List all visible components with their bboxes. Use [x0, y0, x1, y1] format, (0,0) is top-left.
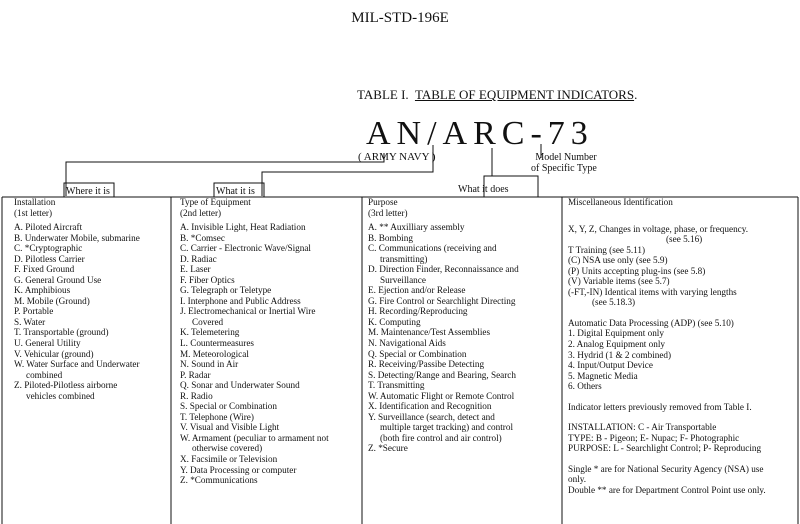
list-item: 2. Analog Equipment only	[568, 338, 665, 349]
miscellaneous-column	[568, 197, 796, 496]
list-item: A. ** Auxilliary assembly	[368, 222, 465, 232]
list-item: J. Electromechanical or Inertial Wire	[180, 306, 316, 317]
list-item: W. Automatic Flight or Remote Control	[368, 390, 515, 401]
footnote: only.	[568, 474, 587, 485]
removed-header: Indicator letters previously removed from Table I.	[568, 401, 752, 412]
list-item: T Training (see 5.11)	[568, 244, 646, 255]
list-item: (V) Variable items (see 5.7)	[568, 276, 670, 287]
column-header: Type of Equipment	[180, 197, 251, 207]
list-item-continuation: Covered	[192, 316, 224, 327]
list-item: S. Special or Combination	[180, 401, 277, 412]
list-item: L. Countermeasures	[180, 338, 254, 349]
list-item: D. Pilotless Carrier	[14, 253, 85, 264]
list-item-continuation: otherwise covered)	[192, 443, 263, 454]
list-item-continuation: (both fire control and air control)	[380, 432, 502, 443]
list-item: T. Transmitting	[368, 380, 425, 391]
list-item: S. Detecting/Range and Bearing, Search	[368, 369, 516, 380]
list-item: K. Amphibious	[14, 285, 71, 296]
purpose-list	[368, 222, 560, 454]
column-subheader: (2nd letter)	[180, 207, 222, 218]
list-item: B. Underwater Mobile, submarine	[14, 232, 140, 243]
list-item: X. Identification and Recognition	[368, 401, 492, 412]
list-item: 3. Hydrid (1 & 2 combined)	[568, 349, 672, 360]
list-item: (-FT,-IN) Identical items with varying lengths	[568, 286, 737, 297]
list-item: Z. *Communications	[180, 475, 258, 486]
list-item: Q. Special or Combination	[368, 348, 467, 359]
list-item: D. Direction Finder, Reconnaissance and	[368, 264, 519, 275]
list-item: 6. Others	[568, 381, 602, 392]
list-item: G. General Ground Use	[14, 274, 102, 285]
footnote: Double ** are for Department Control Point use only.	[568, 484, 766, 495]
list-item: W. Water Surface and Underwater	[14, 359, 140, 370]
list-item: U. General Utility	[14, 338, 81, 349]
list-item: R. Receiving/Passibe Detecting	[368, 359, 485, 370]
list-item: E. Ejection and/or Release	[368, 285, 466, 296]
list-item: E. Laser	[180, 264, 211, 275]
list-item: X. Facsimile or Television	[180, 454, 278, 465]
list-item: Q. Sonar and Underwater Sound	[180, 380, 300, 391]
list-item: (P) Units accepting plug-ins (see 5.8)	[568, 265, 706, 276]
footnotes-section	[568, 464, 796, 496]
list-item: G. Telegraph or Teletype	[180, 285, 272, 296]
list-item: F. Fiber Optics	[180, 274, 235, 285]
what-is-bracket	[262, 145, 433, 196]
list-item: Z. *Secure	[368, 443, 408, 454]
list-item: (C) NSA use only (see 5.9)	[568, 255, 668, 266]
list-item: C. Carrier - Electronic Wave/Signal	[180, 243, 311, 254]
list-item: 4. Input/Output Device	[568, 360, 653, 371]
what-it-does-label: What it does	[458, 184, 509, 195]
list-item-continuation: multiple target tracking) and control	[380, 422, 514, 433]
list-item: M. Meteorological	[180, 348, 249, 359]
list-item: C. *Cryptographic	[14, 243, 83, 254]
list-item-continuation: combined	[26, 369, 63, 380]
list-item: T. Telephone (Wire)	[180, 411, 254, 422]
list-item: B. *Comsec	[180, 232, 225, 243]
nomenclature-designator: AN/ARC-73	[366, 115, 594, 152]
list-item: P. Radar	[180, 369, 211, 380]
list-item: T. Transportable (ground)	[14, 327, 109, 338]
list-item: V. Visual and Visible Light	[180, 422, 280, 433]
document-header: MIL-STD-196E	[351, 10, 449, 26]
list-item: F. Fixed Ground	[14, 264, 75, 275]
list-item: D. Radiac	[180, 253, 217, 264]
removed-indicators-list	[568, 422, 796, 454]
list-item-continuation: Surveillance	[380, 274, 426, 285]
list-item: K. Computing	[368, 316, 421, 327]
what-it-is-label: What it is	[216, 186, 255, 197]
list-item: K. Telemetering	[180, 327, 240, 338]
list-item: A. Piloted Aircraft	[14, 222, 83, 232]
table-title: TABLE OF EQUIPMENT INDICATORS	[414, 87, 635, 102]
column-header: Miscellaneous Identification	[568, 197, 673, 207]
adp-section	[568, 318, 796, 392]
army-navy-label: ( ARMY NAVY )	[358, 151, 436, 163]
list-item: R. Radio	[180, 390, 213, 401]
list-item: M. Maintenance/Test Assemblies	[368, 327, 491, 338]
column-header: Installation	[14, 197, 56, 207]
list-item: V. Vehicular (ground)	[14, 348, 94, 359]
column-subheader: (1st letter)	[14, 207, 53, 218]
what-does-bracket	[492, 148, 537, 176]
list-item-continuation: vehicles combined	[26, 390, 95, 401]
list-item: INSTALLATION: C - Air Transportable	[568, 422, 717, 433]
model-number-line-1: Model Number	[535, 152, 597, 163]
table-title-period: .	[634, 87, 638, 102]
column-subheader: (3rd letter)	[368, 207, 408, 218]
installation-column	[14, 197, 164, 401]
list-item: A. Invisible Light, Heat Radiation	[180, 222, 306, 232]
list-item-continuation: (see 5.18.3)	[592, 297, 636, 308]
removed-indicators-section	[568, 402, 796, 413]
model-number-line-2: of Specific Type	[531, 163, 597, 174]
table-number: TABLE I.	[357, 87, 409, 102]
variation-list	[568, 224, 796, 308]
where-it-is-label: Where it is	[66, 186, 110, 197]
list-item: N. Sound in Air	[180, 359, 239, 370]
list-item: N. Navigational Aids	[368, 338, 446, 349]
list-item: H. Recording/Reproducing	[368, 306, 468, 317]
list-item: Y. Data Processing or computer	[180, 464, 297, 475]
list-item: C. Communications (receiving and	[368, 243, 497, 254]
type-of-equipment-column	[180, 197, 362, 486]
list-item-continuation: (see 5.16)	[666, 234, 703, 245]
installation-list	[14, 222, 164, 401]
list-item: 1. Digital Equipment only	[568, 328, 664, 339]
list-item: PURPOSE: L - Searchlight Control; P- Reproducing	[568, 443, 762, 454]
list-item: M. Mobile (Ground)	[14, 295, 90, 306]
list-item: I. Interphone and Public Address	[180, 295, 301, 306]
list-item: X, Y, Z, Changes in voltage, phase, or frequency.	[568, 223, 749, 234]
list-item: TYPE: B - Pigeon; E- Nupac; F- Photographic	[568, 432, 740, 443]
purpose-column	[368, 197, 560, 454]
list-item-continuation: transmitting)	[380, 253, 428, 264]
list-item: G. Fire Control or Searchlight Directing	[368, 295, 516, 306]
type-of-equipment-list	[180, 222, 362, 486]
list-item: W. Armament (peculiar to armament not	[180, 432, 329, 443]
list-item: 5. Magnetic Media	[568, 370, 638, 381]
column-header: Purpose	[368, 197, 398, 207]
list-item: S. Water	[14, 316, 46, 327]
footnote: Single * are for National Security Agency (NSA) use	[568, 463, 764, 474]
list-item: Y. Surveillance (search, detect and	[368, 411, 495, 422]
list-item: P. Portable	[14, 306, 54, 317]
adp-header: Automatic Data Processing (ADP) (see 5.10)	[568, 317, 734, 328]
list-item: Z. Piloted-Pilotless airborne	[14, 380, 118, 391]
list-item: B. Bombing	[368, 232, 413, 243]
